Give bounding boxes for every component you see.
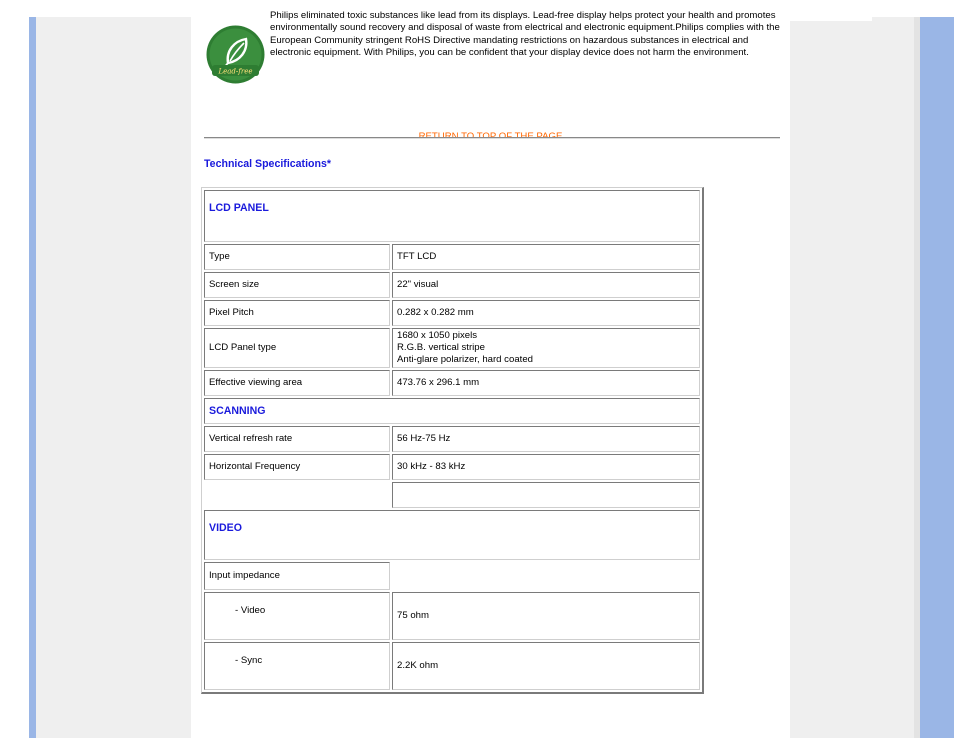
spec-label: Pixel Pitch bbox=[204, 300, 390, 326]
top-white-strip bbox=[790, 17, 872, 21]
spec-label: Vertical refresh rate bbox=[204, 426, 390, 452]
table-row bbox=[204, 300, 700, 326]
spec-value: 0.282 x 0.282 mm bbox=[392, 300, 700, 326]
table-row-empty bbox=[204, 482, 700, 508]
left-blue-bar bbox=[29, 17, 36, 738]
empty-cell bbox=[392, 482, 700, 508]
spec-value: 2.2K ohm bbox=[392, 642, 700, 690]
spec-label: Type bbox=[204, 244, 390, 270]
table-row bbox=[204, 592, 700, 640]
right-gray-margin bbox=[790, 17, 920, 738]
spec-label: - Video bbox=[204, 592, 390, 640]
spec-value: 75 ohm bbox=[392, 592, 700, 640]
empty-cell bbox=[204, 482, 390, 508]
spec-value: 56 Hz-75 Hz bbox=[392, 426, 700, 452]
spec-value: 22" visual bbox=[392, 272, 700, 298]
left-gray-margin bbox=[36, 17, 191, 738]
spec-label: Horizontal Frequency bbox=[204, 454, 390, 480]
table-row bbox=[204, 370, 700, 396]
spec-value bbox=[392, 562, 700, 590]
spec-value-line: 1680 x 1050 pixels bbox=[397, 330, 478, 341]
lead-free-badge-icon bbox=[206, 25, 265, 84]
section-row-video bbox=[204, 510, 700, 560]
table-row bbox=[204, 426, 700, 452]
specifications-table bbox=[201, 187, 704, 694]
spec-label: Effective viewing area bbox=[204, 370, 390, 396]
section-title-lcd-panel: LCD PANEL bbox=[204, 190, 700, 242]
spec-value-line: Anti-glare polarizer, hard coated bbox=[397, 354, 533, 365]
technical-specifications-heading: Technical Specifications* bbox=[204, 158, 331, 170]
spec-label: - Sync bbox=[204, 642, 390, 690]
lead-free-paragraph: Philips eliminated toxic substances like lead from its displays. Lead-free display helps protect your health and promotes environmentally sound recovery and disposal of waste from electrical and electronic equipment.Philips complies with the European Community stringent RoHS Directive mandating restrictions on hazardous substances in electrical and electronic equipment. With Philips, you can be confident that your display device does not harm the environment. bbox=[270, 10, 780, 58]
spec-value: 30 kHz - 83 kHz bbox=[392, 454, 700, 480]
spec-value-multiline bbox=[392, 328, 700, 368]
table-row bbox=[204, 642, 700, 690]
section-title-scanning: SCANNING bbox=[204, 398, 700, 424]
lead-free-badge-label: Lead-free bbox=[218, 67, 253, 76]
section-row-scanning bbox=[204, 398, 700, 424]
table-row bbox=[204, 562, 700, 590]
table-row bbox=[204, 244, 700, 270]
section-title-video: VIDEO bbox=[204, 510, 700, 560]
spec-label: Input impedance bbox=[204, 562, 390, 590]
table-row bbox=[204, 454, 700, 480]
right-blue-bar bbox=[920, 17, 954, 738]
spec-value-line: R.G.B. vertical stripe bbox=[397, 342, 485, 353]
table-row bbox=[204, 328, 700, 368]
section-row-lcd-panel bbox=[204, 190, 700, 242]
section-divider bbox=[204, 137, 780, 139]
spec-label: LCD Panel type bbox=[204, 328, 390, 368]
spec-value: TFT LCD bbox=[392, 244, 700, 270]
spec-value: 473.76 x 296.1 mm bbox=[392, 370, 700, 396]
table-row bbox=[204, 272, 700, 298]
spec-label: Screen size bbox=[204, 272, 390, 298]
